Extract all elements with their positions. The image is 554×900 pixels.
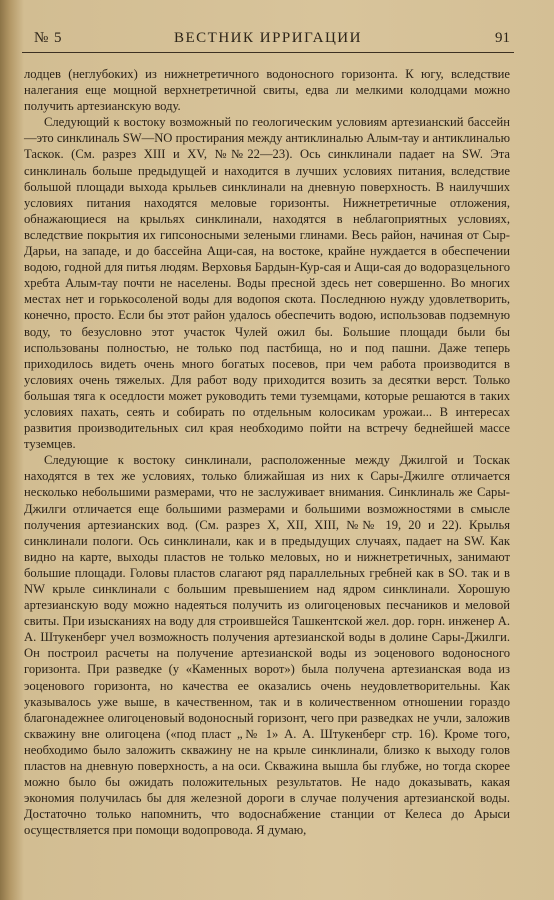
paragraph-syncline-sary-dzhilga: Следующие к востоку синклинали, расположенные между Джилгой и Тоскак находятся в тех же условиях, только ближайшая из них к Сары-Джилге отличается несколько небольшими размерами, что не заслуживает внимания. Синклиналь же Сары-Джилги отличается еще большими размерами и большими возможностями в смысле получения артезианских вод. (См. разрез X, XII, XIII, №№ 19, 20 и 22). Крылья синклинали пологи. Ось синклинали, как и в предыдущих случаях, падает на SW. Как видно на карте, выходы пластов не только меловых, но и нижнетретичных, занимают большие площади. Головы пластов слагают ряд параллельных гребней как в SO. так и в NW крыле синклинали с большим превышением над ядром синклинали. Хорошую артезианскую воду можно надеяться получить из олигоценовых песчаников и меловой свиты. При изысканиях на воду для строившейся Ташкентской жел. дор. горн. инженер А. А. Штукенберг учел возможность получения артезианской воды в долине Сары-Джилги. Он построил расчеты на получение артезианской воды из эоценового водоносного горизонта. При разведке (у «Каменных ворот») была получена артезианская вода из эоценового горизонта, но качества ее оказались очень неудовлетворительны. Как указывалось уже выше, в качественном, так и в количественном отношении гораздо благонадежнее олигоценовый водоносный горизонт, чего при разведках не учли, заложив скважину вне олигоцена («под пласт „№ 1» А. А. Штукенберг стр. 16). Кроме того, необходимо было заложить скважину не на крыле синклинали, близко к выходу голов пластов на дневную поверхность, а на оси. Скважина вышла бы глубже, но тогда скорее можно было бы ожидать положительных результатов. Не надо доказывать, какая экономия получилась бы для железной дороги в случае получения артезианской воды. Достаточно только напомнить, что водоснабжение станции от Келеса до Арыси осуществляется при помощи водопровода. Я думаю, (24, 453, 510, 838)
page-number: 91 (495, 30, 510, 46)
article-body (24, 66, 510, 839)
header-rule (22, 52, 514, 53)
paragraph-syncline-alym-tau: Следующий к востоку возможный по геологическим условиям артезианский бассейн—это синклиналь SW—NO простирания между антиклиналью Алым-тау и антиклиналью Таскок. (См. разрез XIII и XV, №№22—23). Ось синклинали падает на SW. Эта синклиналь больше предыдущей и находится в лучших условиях питания, вследствие большой площади выхода крыльев синклинали на дневную поверхность. В наилучших условиях питания находятся меловые горизонты. Нижнетретичные отложения, обнажающиеся на крыльях синклинали, находятся в неблагоприятных условиях, вследствие покрытия их гипсоносными зелеными глинами. Весь район, начиная от Сыр-Дарьи, на западе, и до бассейна Ащи-сая, на востоке, крайне нуждается в обеспечении водою, годной для питья людям. Верховья Бардын-Кур-сая и Ащи-сая до водоразцельного хребта Алым-тау почти не населены. Воды пресной здесь нет совершенно. Во многих местах нет и горькосоленой воды для водопоя скота. Последнюю нужду удовлетворить, конечно, просто. Если бы этот район удалось обеспечить водою, использовав подземную воду, то безусловно этот участок Чулей ожил бы. Большие площади были бы использованы полностью, не только под пастбища, но и под пашни. Даже теперь приходилось видеть очень много богатых посевов, при чем работа производится в условиях очень тяжелых. Для работ воду приходится возить за десятки верст. Только большая тяга к оседлости может руководить теми туземцами, которые решаются в таких условиях пахать, сеять и собирать по отдельным колосикам урожаи... В интересах развития производительных сил края необходимо пойти на встречу беднейшей массе туземцев. (24, 115, 510, 452)
paragraph-continued: лодцев (неглубоких) из нижнетретичного водоносного горизонта. К югу, вследствие налегания еще мощной верхнетретичной свиты, едва ли мелкими колодцами можно получить артезианскую воду. (24, 67, 510, 114)
issue-number: № 5 (34, 30, 63, 46)
journal-title: ВЕСТНИК ИРРИГАЦИИ (174, 30, 362, 46)
page-header (34, 30, 510, 52)
